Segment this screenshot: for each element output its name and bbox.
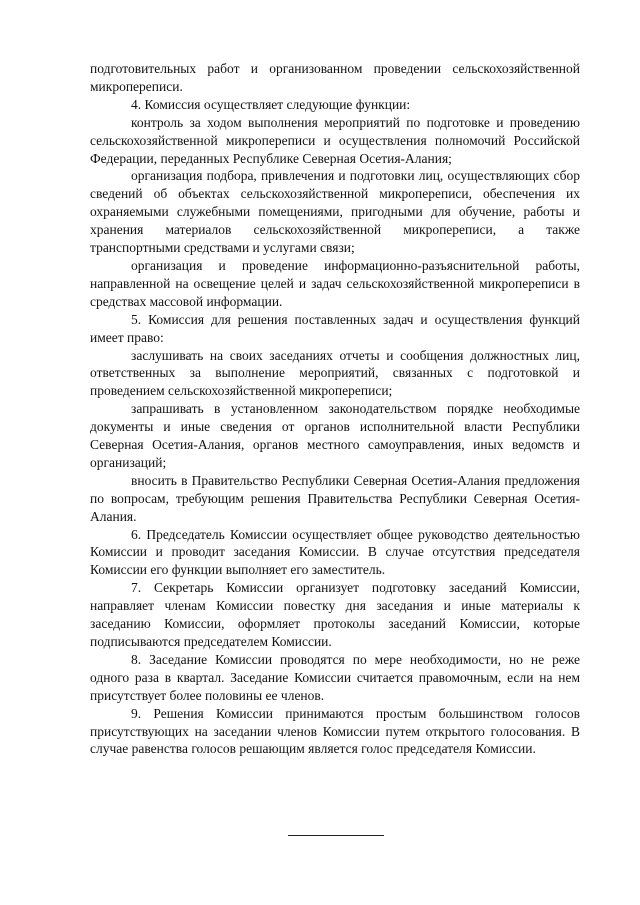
paragraph-continuation: подготовительных работ и организованном проведении сельскохозяйственной микропереписи. [90, 61, 580, 94]
document-body [90, 60, 580, 758]
paragraph-item-4: 4. Комиссия осуществляет следующие функции: [131, 96, 411, 112]
paragraph-right-request-documents: запрашивать в установленном законодательством порядке необходимые документы и иные сведения от органов исполнительной власти Республики Северная Осетия-Алания, органов местного самоуправления, иных ведомств и организаций; [90, 401, 580, 470]
paragraph-item-9: 9. Решения Комиссии принимаются простым большинством голосов присутствующих на заседании членов Комиссии путем открытого голосования. В случае равенства голосов решающим является голос председателя Комиссии. [90, 705, 580, 757]
paragraph-function-staff: организация подбора, привлечения и подготовки лиц, осуществляющих сбор сведений об объектах сельскохозяйственной микропереписи, обеспечения их охраняемыми служебными помещениями, пригодными для обучение, работы и хранения материалов сельскохозяйственной микропереписи, а также транспортными средствами и услугами связи; [90, 168, 580, 256]
paragraph-function-information: организация и проведение информационно-разъяснительной работы, направленной на освещение целей и задач сельскохозяйственной микропереписи в средствах массовой информации. [90, 257, 580, 309]
closing-divider [288, 835, 384, 836]
paragraph-right-hear-reports: заслушивать на своих заседаниях отчеты и сообщения должностных лиц, ответственных за выполнение мероприятий, связанных с подготовкой и проведением сельскохозяйственной микропереписи; [90, 347, 580, 399]
paragraph-item-6: 6. Председатель Комиссии осуществляет общее руководство деятельностью Комиссии и проводит заседания Комиссии. В случае отсутствия председателя Комиссии его функции выполняет его заместитель. [90, 526, 580, 578]
paragraph-item-7: 7. Секретарь Комиссии организует подготовку заседаний Комиссии, направляет членам Комиссии повестку дня заседания и иные материалы к заседанию Комиссии, оформляет протоколы заседаний Комиссии, которые подписываются председателем Комиссии. [90, 580, 580, 649]
paragraph-item-8: 8. Заседание Комиссии проводятся по мере необходимости, но не реже одного раза в квартал. Заседание Комиссии считается правомочным, если на нем присутствует более половины ее членов. [90, 651, 580, 703]
paragraph-right-submit-proposals: вносить в Правительство Республики Северная Осетия-Алания предложения по вопросам, требующим решения Правительства Республики Северная Осетия-Алания. [90, 472, 580, 524]
paragraph-item-5: 5. Комиссия для решения поставленных задач и осуществления функций имеет право: [90, 311, 580, 345]
paragraph-function-control: контроль за ходом выполнения мероприятий по подготовке и проведению сельскохозяйственной микропереписи и осуществления полномочий Российской Федерации, переданных Республике Северная Осетия-Алания; [90, 114, 580, 166]
